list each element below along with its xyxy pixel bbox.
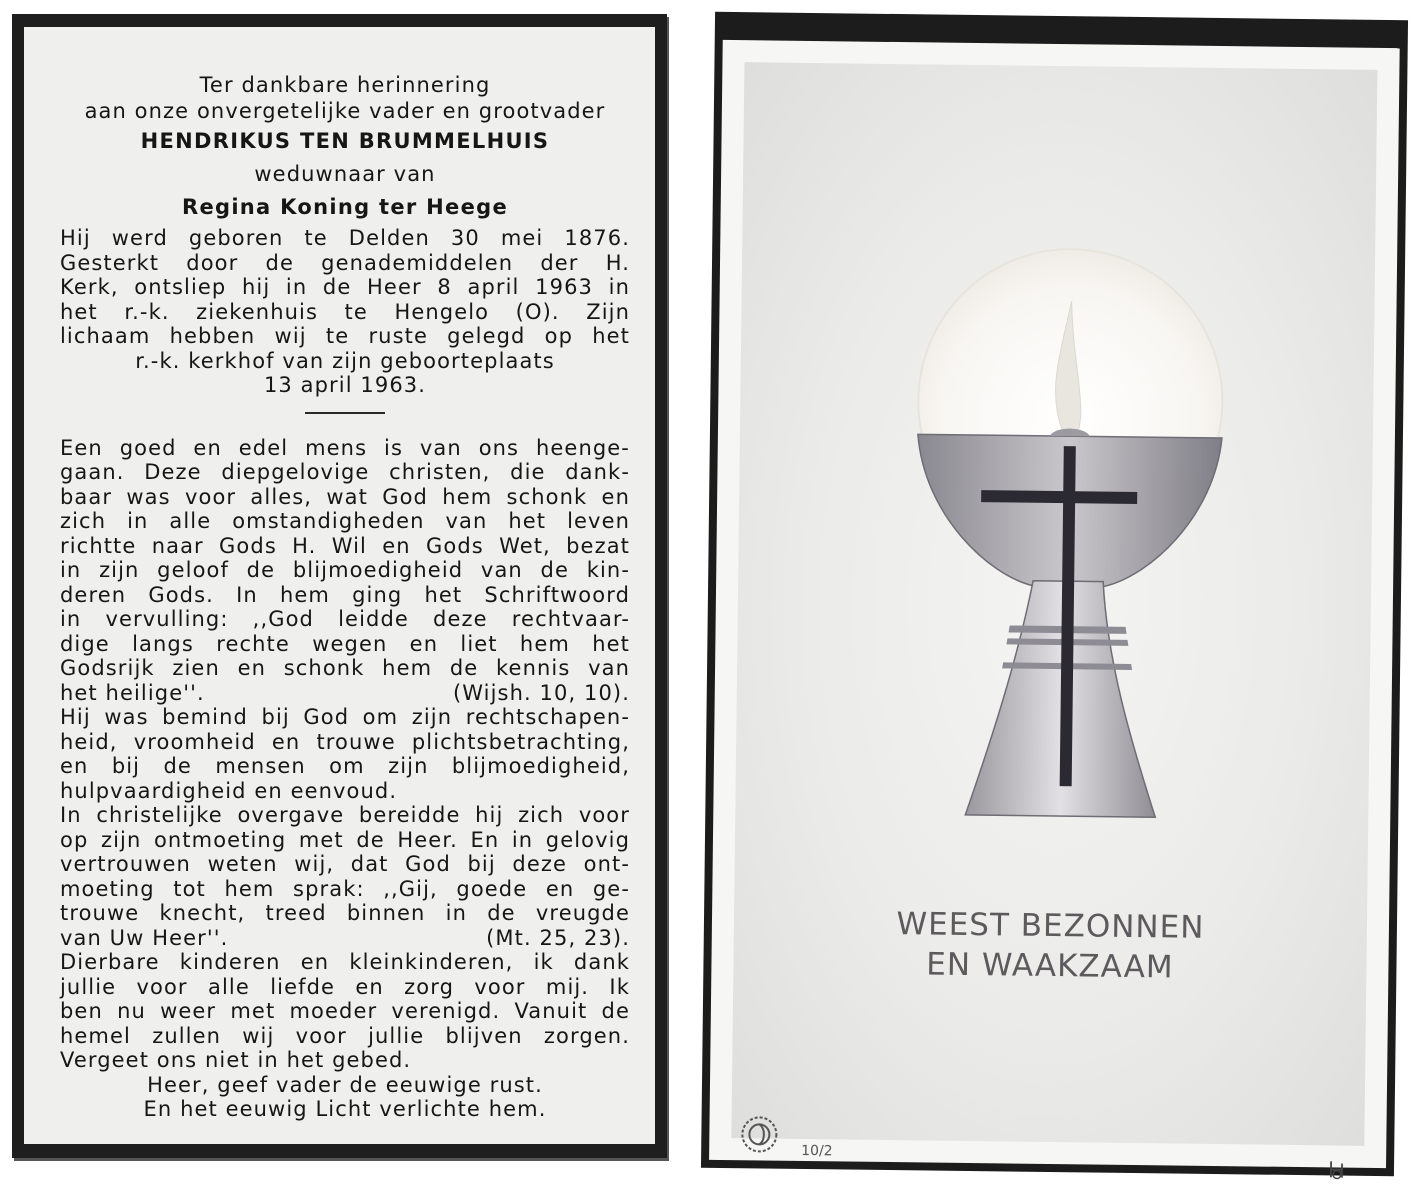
print-code: 10/2 [801,1142,833,1160]
body-line: hemel zullen wij voor jullie blijven zorgen. [60,1023,630,1048]
scripture-reference-line [60,681,630,706]
card-frame [709,40,1400,1168]
bio-line: 13 april 1963. [263,373,427,397]
motto-line-1: WEEST BEZONNEN [896,906,1205,946]
header-line-2: aan onze onvergetelijke vader en grootvader [84,99,606,123]
body-line: ben nu weer met moeder verenigd. Vanuit de [60,999,630,1023]
memorial-text [60,72,630,1122]
body-line: jullie voor alle liefde en zorg voor mij. Ik [60,974,630,999]
body-line: in zijn geloof de blijmoedigheid van de kin- [60,558,630,582]
bio-line: Hij werd geboren te Delden 30 mei 1876. [60,226,630,250]
memorial-card-image-side [701,12,1408,1176]
prayer-line-2: En het eeuwig Licht verlichte hem. [143,1097,547,1121]
bio-line: Gesterkt door de genademiddelen der H. [60,250,630,275]
body-line: Dierbare kinderen en kleinkinderen, ik dank [60,950,630,974]
scripture-reference-line [60,926,630,951]
body-line: en bij de mensen om zijn blijmoedigheid, [60,754,630,778]
body-line: baar was voor alles, wat God hem schonk en [60,484,630,509]
body-line: deren Gods. In hem ging het Schriftwoord [60,582,630,607]
bio-line: lichaam hebben wij te ruste gelegd op het [60,324,630,348]
body-line-end: het heilige''. [60,680,205,705]
relation-text: weduwnaar van [254,162,436,186]
body-line: dige langs rechte wegen en liet hem het [60,631,630,656]
body-line: Vergeet ons niet in het gebed. [60,1048,412,1072]
body-line: zich in alle omstandigheden van het leven [60,509,630,533]
prayer-line-1: Heer, geef vader de eeuwige rust. [147,1072,543,1097]
body-line: trouwe knecht, treed binnen in de vreugde [60,901,630,925]
chalice-cross-flame-icon [905,239,1232,843]
artist-monogram-icon [1326,1157,1348,1181]
deceased-name: HENDRIKUS TEN BRUMMELHUIS [140,129,550,153]
body-text [60,436,630,1122]
header-line-1: Ter dankbare herinnering [199,73,491,97]
spouse-name: Regina Koning ter Heege [181,195,509,219]
body-line: Hij was bemind bij God om zijn rechtschapen- [60,705,630,729]
body-line: heid, vroomheid en trouwe plichtsbetrachting, [60,729,630,754]
biography [60,226,630,398]
body-line: gaan. Deze diepgelovige christen, die dank- [60,460,630,484]
body-line: hulpvaardigheid en eenvoud. [60,778,398,803]
publisher-logo-icon [739,1114,779,1154]
body-line: moeting tot hem sprak: ,,Gij, goede en ge- [60,876,630,901]
body-line-end: van Uw Heer''. [60,925,229,950]
card-image-area [731,62,1377,1160]
bio-line: r.-k. kerkhof van zijn geboorteplaats [135,348,555,373]
motto-text [733,902,1367,990]
body-line: Een goed en edel mens is van ons heenge- [60,435,630,460]
scripture-reference: (Mt. 25, 23). [486,925,630,950]
divider-rule [305,412,385,414]
body-line: Godsrijk zien en schonk hem de kennis van [60,656,630,680]
bio-line: het r.-k. ziekenhuis te Hengelo (O). Zijn [60,299,630,324]
scripture-reference: (Wijsh. 10, 10). [452,680,630,705]
body-line: vertrouwen weten wij, dat God bij deze ont- [60,852,630,876]
motto-line-2: EN WAAKZAAM [926,946,1174,986]
body-line: richtte naar Gods H. Wil en Gods Wet, bezat [60,533,630,558]
body-line: op zijn ontmoeting met de Heer. En in gelovig [60,827,630,852]
body-line: in vervulling: ,,God leidde deze rechtvaar- [60,607,630,631]
bio-line: Kerk, ontsliep hij in de Heer 8 april 1963 in [60,275,630,299]
memorial-card-text-side [12,14,667,1158]
body-line: In christelijke overgave bereidde hij zich voor [60,803,630,827]
